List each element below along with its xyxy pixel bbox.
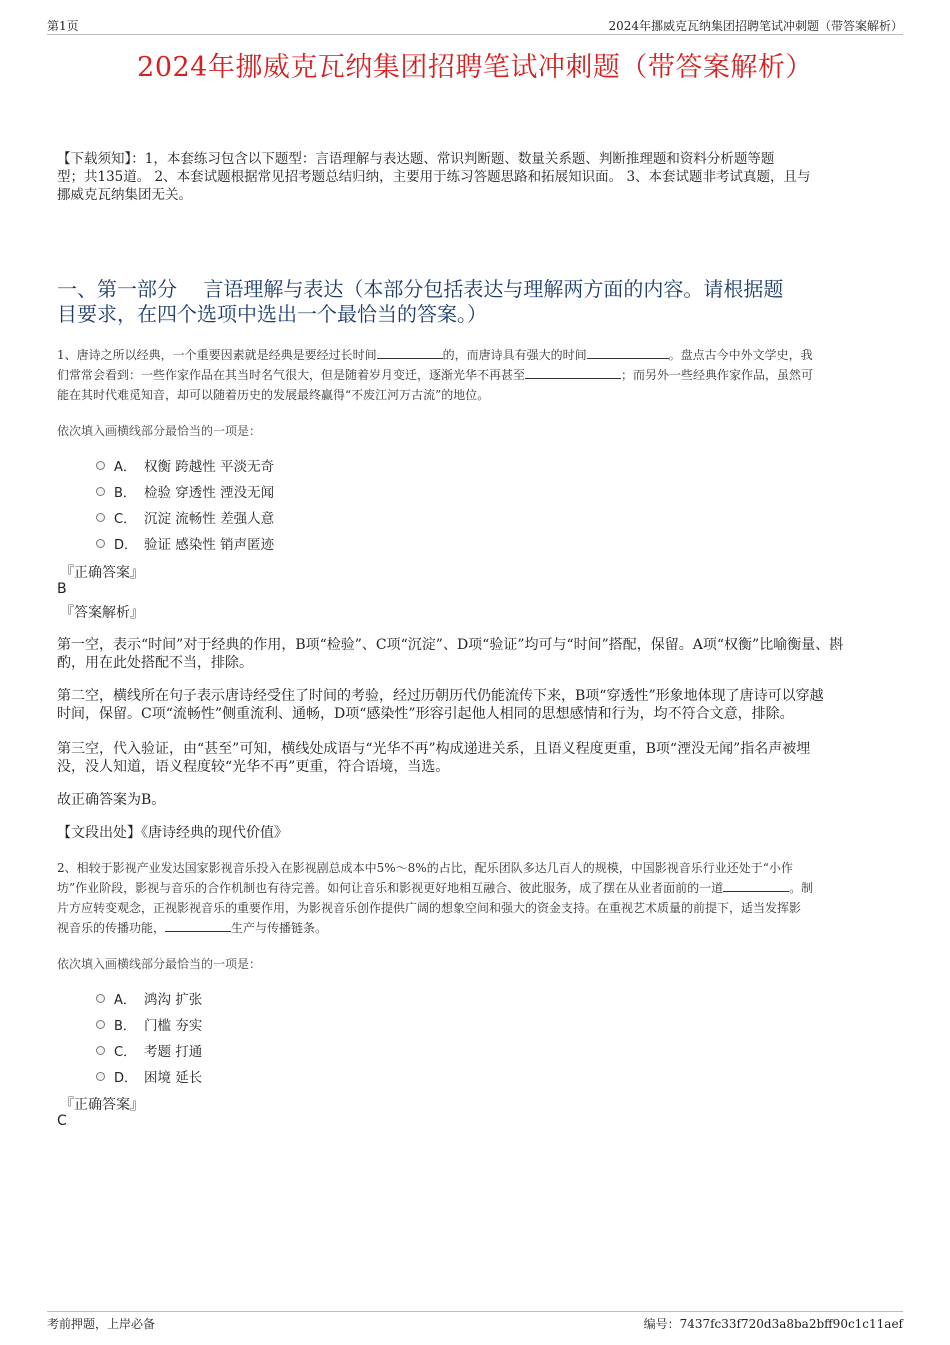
analysis-label: 『答案解析』 — [60, 605, 144, 621]
option-letter: B． — [114, 1018, 136, 1034]
option-text: 门槛 夯实 — [144, 1018, 203, 1034]
option-text: 考题 打通 — [144, 1044, 203, 1060]
option-d[interactable] — [96, 530, 274, 556]
option-c[interactable] — [96, 1037, 202, 1063]
stem-line: 视音乐的传播功能， 生产与传播链条。 — [57, 921, 328, 935]
option-text: 鸿沟 扩张 — [144, 992, 203, 1008]
answer-value: C — [57, 1113, 67, 1129]
fill-blank — [377, 346, 443, 359]
question-1-options — [96, 452, 274, 556]
analysis-conclusion: 故正确答案为B。 — [57, 792, 166, 808]
option-letter: D． — [114, 537, 138, 553]
option-letter: B． — [114, 485, 136, 501]
footer-serial: 编号：7437fc33f720d3a8ba2bff90c1c11aef — [643, 1317, 903, 1331]
question-2-stem — [57, 858, 897, 938]
option-text: 验证 感染性 销声匿迹 — [144, 537, 275, 553]
section-heading-line: 一、第一部分 言语理解与表达（本部分包括表达与理解两方面的内容。请根据题 — [57, 277, 784, 301]
radio-icon[interactable] — [96, 461, 105, 470]
fill-blank — [723, 879, 789, 892]
radio-icon[interactable] — [96, 487, 105, 496]
option-a[interactable] — [96, 985, 202, 1011]
option-text: 检验 穿透性 湮没无闻 — [144, 485, 275, 501]
option-d[interactable] — [96, 1063, 202, 1089]
question-2-options — [96, 985, 202, 1089]
option-b[interactable] — [96, 478, 274, 504]
stem-line: 能在其时代难觅知音，却可以随着历史的发展最终赢得“不废江河万古流”的地位。 — [57, 388, 490, 402]
stem-line: 们常常会看到：一些作家作品在其当时名气很大，但是随着岁月变迁，逐渐光华不再甚至 ；而另外一些经典作家作品，虽然可 — [57, 368, 814, 382]
question-1-instruction: 依次填入画横线部分最恰当的一项是： — [57, 424, 262, 438]
analysis-paragraph: 第二空，横线所在句子表示唐诗经受住了时间的考验，经过历朝历代仍能流传下来，B项“穿透性”形象地体现了唐诗可以穿越 时间，保留。C项“流畅性”侧重流利、通畅，D项“感染性”形容引起他人相同的思想感情和行为，均不符合文意，排除。 — [57, 688, 824, 722]
page-footer — [47, 1311, 903, 1332]
option-letter: C． — [114, 511, 137, 527]
fill-blank — [525, 366, 621, 379]
answer-label: 『正确答案』 — [60, 565, 144, 581]
page-number: 第1页 — [47, 19, 79, 33]
header-doc-title: 2024年挪威克瓦纳集团招聘笔试冲刺题（带答案解析） — [608, 19, 903, 33]
passage-source: 【文段出处】《唐诗经典的现代价值》 — [57, 825, 288, 841]
analysis-paragraph: 第三空，代入验证，由“甚至”可知，横线处成语与“光华不再”构成递进关系，且语义程度更重，B项“湮没无闻”指名声被埋 没，没人知道，语义程度较“光华不再”更重，符合语境，当选。 — [57, 741, 811, 775]
radio-icon[interactable] — [96, 539, 105, 548]
analysis-paragraph: 第一空，表示“时间”对于经典的作用，B项“检验”、C项“沉淀”、D项“验证”均可与“时间”搭配，保留。A项“权衡”比喻衡量、斟 酌，用在此处搭配不当，排除。 — [57, 637, 844, 671]
option-letter: C． — [114, 1044, 137, 1060]
radio-icon[interactable] — [96, 513, 105, 522]
option-c[interactable] — [96, 504, 274, 530]
stem-line: 1、唐诗之所以经典，一个重要因素就是经典是要经过长时间 的，而唐诗具有强大的时间 。盘点古今中外文学史，我 — [57, 348, 813, 362]
page-title: 2024年挪威克瓦纳集团招聘笔试冲刺题（带答案解析） — [137, 52, 813, 83]
question-2-instruction: 依次填入画横线部分最恰当的一项是： — [57, 957, 262, 971]
answer-value: B — [57, 581, 67, 597]
option-letter: A． — [114, 459, 136, 475]
stem-line: 坊”作业阶段，影视与音乐的合作机制也有待完善。如何让音乐和影视更好地相互融合、彼此服务，成了摆在从业者面前的一道 。制 — [57, 881, 814, 895]
option-text: 沉淀 流畅性 差强人意 — [144, 511, 275, 527]
section-heading — [57, 277, 897, 327]
question-1-stem — [57, 345, 897, 405]
radio-icon[interactable] — [96, 1072, 105, 1081]
section-heading-line: 目要求，在四个选项中选出一个最恰当的答案。） — [57, 302, 487, 326]
fill-blank — [587, 346, 669, 359]
page-header — [47, 14, 903, 35]
footer-slogan: 考前押题，上岸必备 — [47, 1317, 156, 1331]
option-text: 权衡 跨越性 平淡无奇 — [144, 459, 275, 475]
radio-icon[interactable] — [96, 1020, 105, 1029]
fill-blank — [165, 919, 231, 932]
radio-icon[interactable] — [96, 994, 105, 1003]
radio-icon[interactable] — [96, 1046, 105, 1055]
notice-line: 挪威克瓦纳集团无关。 — [57, 187, 192, 203]
option-text: 困境 延长 — [144, 1070, 203, 1086]
option-letter: D． — [114, 1070, 138, 1086]
download-notice — [57, 150, 897, 204]
option-b[interactable] — [96, 1011, 202, 1037]
option-a[interactable] — [96, 452, 274, 478]
notice-line: 型；共135道。 2、本套试题根据常见招考题总结归纳，主要用于练习答题思路和拓展知识面。 3、本套试题非考试真题，且与 — [57, 169, 811, 185]
stem-line: 片方应转变观念，正视影视音乐的重要作用，为影视音乐创作提供广阔的想象空间和强大的资金支持。在重视艺术质量的前提下，适当发挥影 — [57, 901, 802, 915]
answer-label: 『正确答案』 — [60, 1097, 144, 1113]
option-letter: A． — [114, 992, 136, 1008]
stem-line: 2、相较于影视产业发达国家影视音乐投入在影视剧总成本中5%～8%的占比，配乐团队多达几百人的规模，中国影视音乐行业还处于“小作 — [57, 861, 793, 875]
notice-line: 【下载须知】：1，本套练习包含以下题型：言语理解与表达题、常识判断题、数量关系题、判断推理题和资料分析题等题 — [57, 151, 775, 167]
